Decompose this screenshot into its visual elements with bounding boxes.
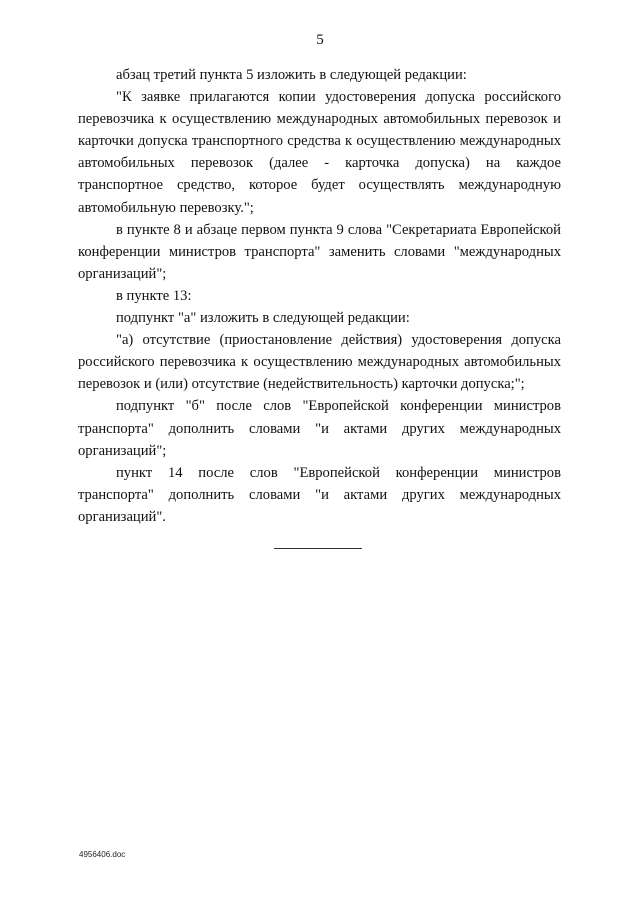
- document-id: 4956406.doc: [79, 850, 126, 859]
- paragraph-amend-points-8-9: в пункте 8 и абзаце первом пункта 9 слова "Секретариата Европейской конференции министров транспорта" заменить словами "международных организаций";: [78, 221, 561, 282]
- paragraph-point-14: пункт 14 после слов "Европейской конференции министров транспорта" дополнить словами "и актами других международных организаций".: [78, 464, 561, 525]
- paragraph-subpoint-b: подпункт "б" после слов "Европейской конференции министров транспорта" дополнить словами "и актами других международных организаций";: [78, 398, 561, 459]
- paragraph-subpoint-a-text: "а) отсутствие (приостановление действия) удостоверения допуска российского перевозчика к осуществлению международных автомобильных перевозок и (или) отсутствие (недействительность) карточки допуска;";: [78, 332, 561, 393]
- paragraph-point-13: в пункте 13:: [116, 287, 192, 304]
- end-separator-line: [274, 548, 362, 549]
- paragraph-subpoint-a-intro: подпункт "а" изложить в следующей редакции:: [116, 310, 410, 327]
- page-number: 5: [316, 32, 324, 48]
- paragraph-amend-point-5: абзац третий пункта 5 изложить в следующей редакции:: [116, 67, 467, 83]
- document-body: [78, 64, 561, 528]
- paragraph-quoted-application-text: "К заявке прилагаются копии удостоверения допуска российского перевозчика к осуществлению международных автомобильных перевозок и карточки допуска транспортного средства к осуществлению международных автомобильных перевозок (далее - карточка допуска) на каждое транспортное средство, которое будет осуществлять международную автомобильную перевозку.";: [78, 89, 561, 216]
